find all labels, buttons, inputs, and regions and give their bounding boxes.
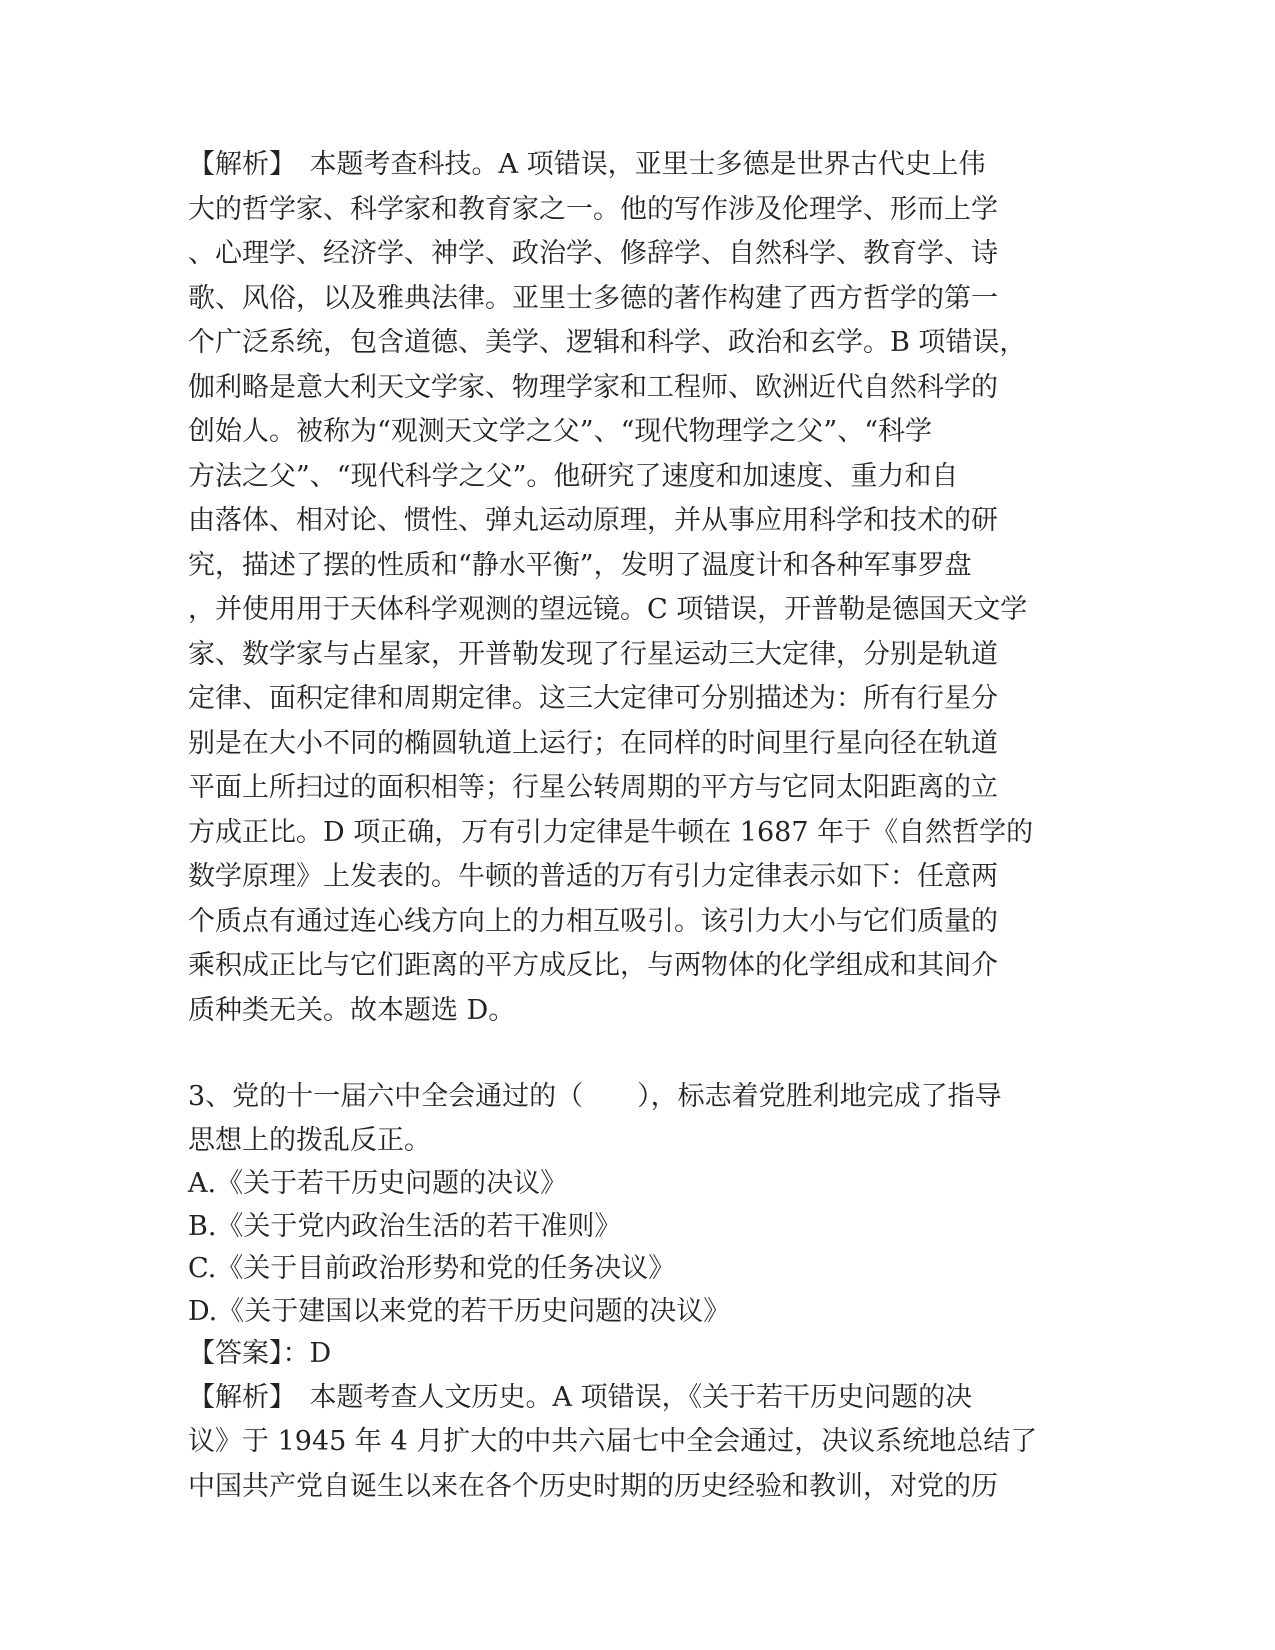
explanation-block-1 [188, 143, 1088, 1033]
text-line: 别是在大小不同的椭圆轨道上运行；在同样的时间里行星向径在轨道 [188, 727, 998, 759]
question-stem-line: 思想上的拨乱反正。 [188, 1125, 431, 1156]
text-line: ，并使用用于天体科学观测的望远镜。C 项错误，开普勒是德国天文学 [188, 594, 1028, 625]
text-line: 、心理学、经济学、神学、政治学、修辞学、自然科学、教育学、诗 [188, 238, 998, 269]
text-line: 方法之父”、“现代科学之父”。他研究了速度和加速度、重力和自 [188, 460, 959, 492]
text-line: 个质点有通过连心线方向上的力相互吸引。该引力大小与它们质量的 [188, 905, 998, 937]
text-line: 数学原理》上发表的。牛顿的普适的万有引力定律表示如下：任意两 [188, 861, 998, 892]
question-stem-line: 3、党的十一届六中全会通过的（ ），标志着党胜利地完成了指导 [188, 1081, 1002, 1112]
text-line: 【解析】 本题考查科技。A 项错误，亚里士多德是世界古代史上伟 [188, 149, 986, 180]
option-d: D.《关于建国以来党的若干历史问题的决议》 [188, 1295, 731, 1327]
paragraph-gap [188, 1033, 1088, 1075]
text-line: 定律、面积定律和周期定律。这三大定律可分别描述为：所有行星分 [188, 683, 998, 714]
text-line: 乘积成正比与它们距离的平方成反比，与两物体的化学组成和其间介 [188, 950, 998, 981]
text-line: 究，描述了摆的性质和“静水平衡”，发明了温度计和各种军事罗盘 [188, 549, 972, 581]
text-line: 家、数学家与占星家，开普勒发现了行星运动三大定律，分别是轨道 [188, 638, 998, 670]
option-a: A.《关于若干历史问题的决议》 [188, 1168, 568, 1199]
explanation-line: 议》于 1945 年 4 月扩大的中共六届七中全会通过，决议系统地总结了 [188, 1426, 1038, 1457]
text-line: 大的哲学家、科学家和教育家之一。他的写作涉及伦理学、形而上学 [188, 193, 998, 225]
text-line: 方成正比。D 项正确，万有引力定律是牛顿在 1687 年于《自然哲学的 [188, 816, 1034, 848]
option-c: C.《关于目前政治形势和党的任务决议》 [188, 1253, 676, 1284]
option-b: B.《关于党内政治生活的若干准则》 [188, 1210, 622, 1242]
answer-line: 【答案】：D [188, 1338, 332, 1369]
text-line: 由落体、相对论、惯性、弹丸运动原理，并从事应用科学和技术的研 [188, 505, 998, 536]
text-line: 平面上所扫过的面积相等；行星公转周期的平方与它同太阳距离的立 [188, 772, 998, 803]
explanation-line: 中国共产党自诞生以来在各个历史时期的历史经验和教训，对党的历 [188, 1470, 998, 1502]
text-line: 创始人。被称为“观测天文学之父”、“现代物理学之父”、“科学 [188, 416, 933, 447]
document-body [188, 143, 1088, 1509]
text-line: 歌、风俗，以及雅典法律。亚里士多德的著作构建了西方哲学的第一 [188, 282, 998, 314]
text-line: 质种类无关。故本题选 D。 [188, 994, 516, 1026]
text-line: 伽利略是意大利天文学家、物理学家和工程师、欧洲近代自然科学的 [188, 371, 998, 403]
question-3 [188, 1075, 1088, 1509]
explanation-line: 【解析】 本题考查人文历史。A 项错误，《关于若干历史问题的决 [188, 1381, 973, 1413]
text-line: 个广泛系统，包含道德、美学、逻辑和科学、政治和玄学。B 项错误， [188, 327, 1027, 358]
